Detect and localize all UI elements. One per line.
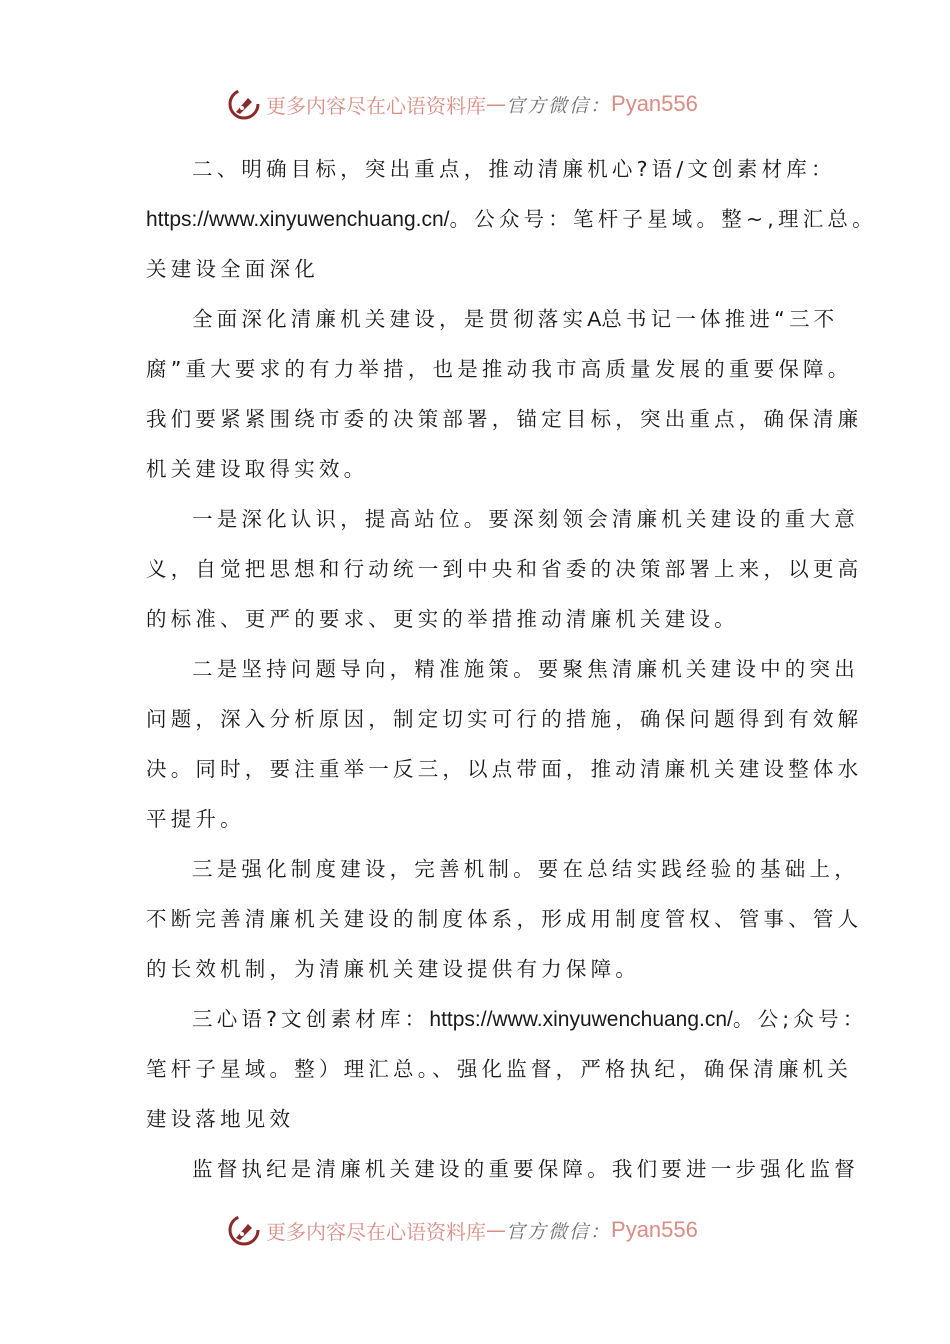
text-line: 决。同时，要注重举一反三，以点带面，推动清廉机关建设整体水 [146, 757, 863, 781]
header-banner [226, 84, 698, 124]
banner-main-text: 更多内容尽在心语资料库 [266, 93, 486, 118]
banner-wechat-id: Pyan556 [611, 1217, 698, 1242]
pen-nib-logo-icon [226, 1212, 262, 1248]
banner-sub-text: 官方微信： [506, 1220, 612, 1243]
text-line: 笔杆子星域。整）理汇总。、强化监督，严格执纪，确保清廉机关 [146, 1057, 853, 1081]
text-line: 的长效机制，为清廉机关建设提供有力保障。 [146, 957, 640, 981]
text-line: https://www.xinyuwenchuang.cn/。公众号：笔杆子星域。整~,理汇总。 [146, 207, 877, 231]
text-line: 建设落地见效 [146, 1107, 295, 1131]
text-line: 一是深化认识，提高站位。要深刻领会清廉机关建设的重大意 [192, 507, 859, 531]
text-line: 二、明确目标，突出重点，推动清廉机心?语/文创素材库： [192, 157, 836, 181]
text-line: 全面深化清廉机关建设，是贯彻落实A总书记一体推进“三不 [192, 307, 839, 331]
text-line: 不断完善清廉机关建设的制度体系，形成用制度管权、管事、管人 [146, 907, 863, 931]
banner-sub-text: 官方微信： [506, 94, 612, 117]
banner-wechat-id: Pyan556 [611, 91, 698, 116]
banner-dash: — [486, 1218, 506, 1242]
text-line: 二是坚持问题导向，精准施策。要聚焦清廉机关建设中的突出 [192, 657, 859, 681]
url-text: https://www.xinyuwenchuang.cn/ [429, 1008, 733, 1031]
url-text: https://www.xinyuwenchuang.cn/ [146, 208, 450, 231]
banner-dash: — [486, 92, 506, 116]
text-line: 三是强化制度建设，完善机制。要在总结实践经验的基础上， [192, 857, 859, 881]
text-line: 机关建设取得实效。 [146, 457, 369, 481]
document-body [146, 150, 877, 1200]
footer-banner [226, 1210, 698, 1250]
text-line: 三心语?文创素材库：https://www.xinyuwenchuang.cn/。公;众号： [192, 1007, 868, 1031]
text-line: 关建设全面深化 [146, 257, 319, 281]
text-line: 监督执纪是清廉机关建设的重要保障。我们要进一步强化监督 [192, 1157, 859, 1181]
text-line: 问题，深入分析原因，制定切实可行的措施，确保问题得到有效解 [146, 707, 863, 731]
banner-main-text: 更多内容尽在心语资料库 [266, 1219, 486, 1244]
text-line: 义，自觉把思想和行动统一到中央和省委的决策部署上来，以更高 [146, 557, 863, 581]
text-line: 腐”重大要求的有力举措，也是推动我市高质量发展的重要保障。 [146, 357, 853, 381]
text-line: 的标准、更严的要求、更实的举措推动清廉机关建设。 [146, 607, 739, 631]
text-line: 我们要紧紧围绕市委的决策部署，锚定目标，突出重点，确保清廉 [146, 407, 863, 431]
text-line: 平提升。 [146, 807, 245, 831]
pen-nib-logo-icon [226, 86, 262, 122]
